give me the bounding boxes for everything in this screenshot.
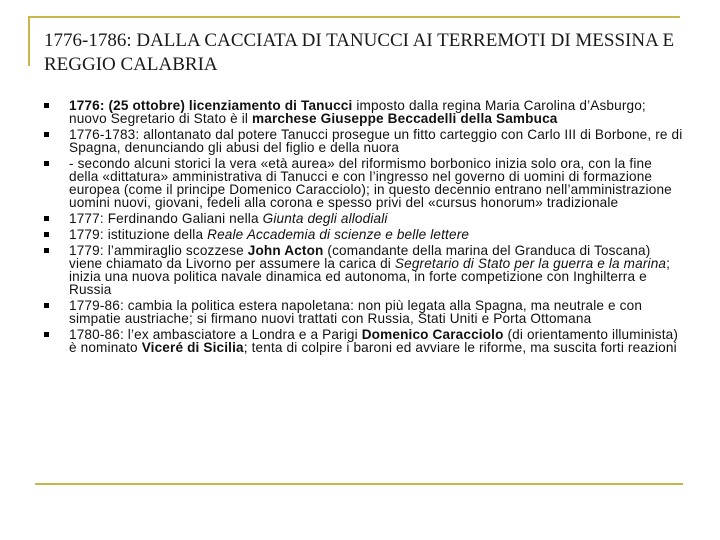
bullet-text: 1780-86: l’ex ambasciatore a Londra e a Parigi [69,326,362,342]
bullet-italic-text: Reale Accademia di scienze e belle lettere [207,226,470,242]
slide-title: 1776-1786: DALLA CACCIATA DI TANUCCI AI TERREMOTI DI MESSINA E REGGIO CALABRIA [44,30,675,75]
bullet-item [44,226,684,242]
bullet-text: 1779-86: cambia la politica estera napoletana: non più legata alla Spagna, ma neutrale e con simpatie austriache; si firmano nuovi trattati con Russia, Stati Uniti e Porta Ottomana [69,297,643,326]
bullet-item [44,245,684,297]
bottom-rule [35,483,683,485]
top-rule [28,16,680,18]
bullet-text: ; tenta di colpire i baroni ed avviare le riforme, ma suscita forti reazioni [243,339,677,355]
bullet-square-icon [44,248,49,253]
bullet-text: - secondo alcuni storici la vera «età aurea» del riformismo borbonico inizia solo ora, con la fine della «dittatura» amministrativa di Tanucci e con l’ingresso nel governo di uomini di formazione europea (come il principe Domenico Caracciolo); in questo decennio entrano nell’amministrazione uomini nuovi, giovani, fedeli alla corona e spesso privi del «cursus honorum» tradizionale [69,156,672,210]
bullet-square-icon [44,161,49,166]
bullet-text: 1777: Ferdinando Galiani nella [69,210,263,226]
bullet-text: 1779: istituzione della [69,226,208,242]
bullet-text: (di orientamento illuminista) è nominato [69,326,679,355]
bullet-item [44,210,684,226]
bullet-bold-text: marchese Giuseppe Beccadelli della Sambuca [252,110,558,126]
bullet-square-icon [44,216,49,221]
bullet-list [44,100,684,358]
bullet-italic-text: Segretario di Stato per la guerra e la marina [394,255,667,271]
bullet-square-icon [44,132,49,137]
bullet-text: imposto dalla regina Maria Carolina d’Asburgo; nuovo Segretario di Stato è il [69,98,646,126]
bullet-bold-text: Domenico Caracciolo [361,326,504,342]
bullet-text: 1776-1783: allontanato dal potere Tanucci prosegue un fitto carteggio con Carlo III di Borbone, re di Spagna, denunciando gli abusi del figlio e della nuora [69,127,683,155]
bullet-text: ; inizia una nuova politica navale dinamica ed autonoma, in forte competizione con Inghilterra e Russia [69,255,671,297]
bullet-square-icon [44,332,49,337]
bullet-item [44,158,684,210]
bullet-item [44,100,684,126]
bullet-item [44,129,684,155]
bullet-italic-text: Giunta degli allodiali [262,210,388,226]
bullet-square-icon [44,232,49,237]
bullet-item [44,297,684,326]
bullet-bold-text: Viceré di Sicilia [141,339,244,355]
bullet-text: (comandante della marina del Granduca di Toscana) viene chiamato da Livorno per assumere la carica di [69,243,651,271]
bullet-square-icon [44,303,49,308]
bullet-square-icon [44,103,49,108]
bullet-item [44,326,684,355]
bullet-bold-text: 1776: (25 ottobre) licenziamento di Tanucci [69,98,353,113]
left-rule [28,16,30,66]
bullet-text: 1779: l’ammiraglio scozzese [69,243,248,258]
bullet-bold-text: John Acton [247,243,324,258]
